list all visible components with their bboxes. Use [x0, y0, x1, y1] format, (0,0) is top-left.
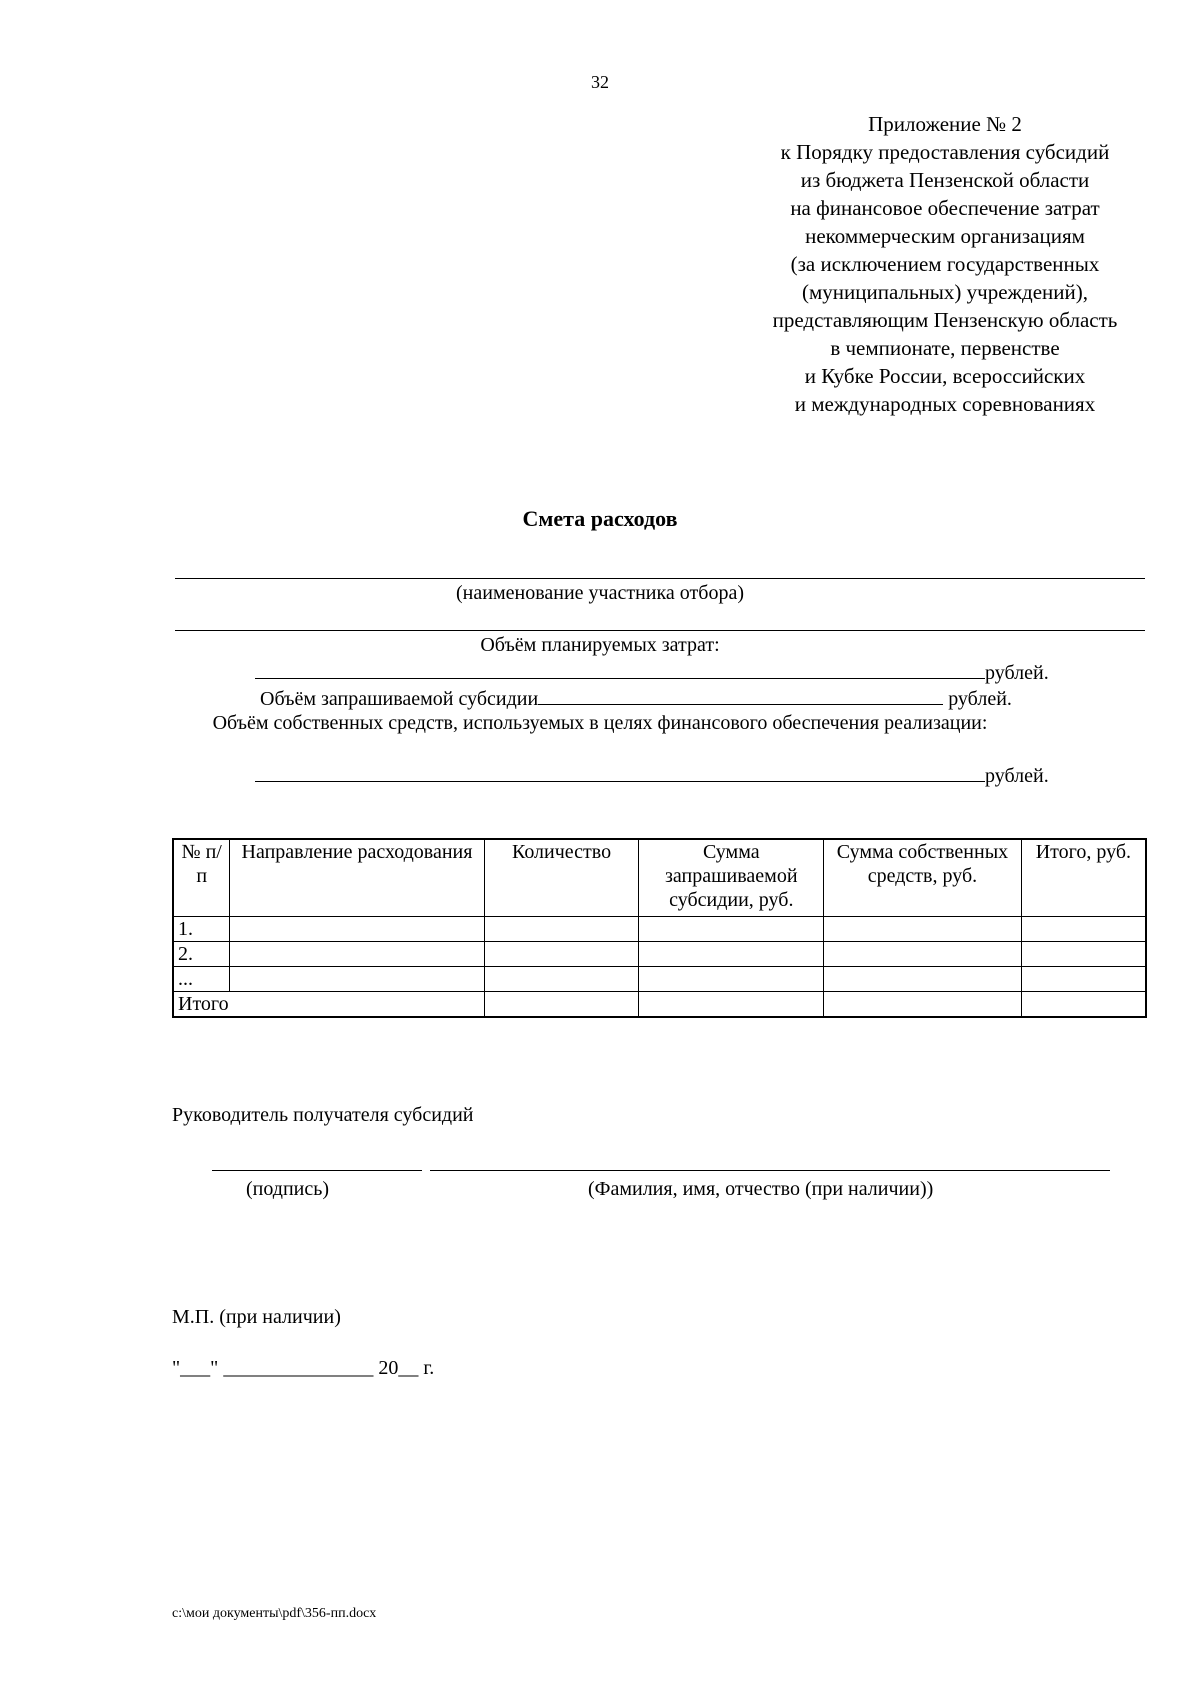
- appendix-line: на финансовое обеспечение затрат: [790, 196, 1100, 220]
- rubles-label: рублей.: [948, 688, 1012, 710]
- own-funds-label: Объём собственных средств, используемых в целях финансового обеспечения реализации:: [212, 712, 988, 734]
- col-header-number: № п/п: [173, 839, 230, 917]
- own-funds-blank: [255, 763, 985, 782]
- appendix-line: к Порядку предоставления субсидий: [780, 140, 1110, 164]
- table-cell[interactable]: [1021, 992, 1146, 1018]
- row-number: ...: [173, 967, 230, 992]
- table-cell[interactable]: [484, 967, 639, 992]
- head-of-recipient-label: Руководитель получателя субсидий: [172, 1104, 474, 1126]
- table-cell[interactable]: [824, 942, 1022, 967]
- file-path-footer: c:\мои документы\pdf\356-пп.docx: [172, 1606, 377, 1621]
- table-cell[interactable]: [230, 942, 484, 967]
- appendix-line: Приложение № 2: [868, 112, 1022, 136]
- appendix-line: и международных соревнованиях: [794, 392, 1096, 416]
- requested-subsidy-blank: [538, 686, 943, 705]
- col-header-subsidy-sum: Сумма запрашиваемой субсидии, руб.: [639, 839, 824, 917]
- table-cell[interactable]: [1021, 967, 1146, 992]
- appendix-line: (за исключением государственных: [790, 252, 1100, 276]
- appendix-line: и Кубке России, всероссийских: [804, 364, 1086, 388]
- table-row: [173, 917, 1146, 942]
- appendix-line: представляющим Пензенскую область: [772, 308, 1118, 332]
- participant-caption: (наименование участника отбора): [456, 582, 744, 604]
- stamp-label: М.П. (при наличии): [172, 1306, 341, 1328]
- table-cell[interactable]: [639, 967, 824, 992]
- table-row: [173, 942, 1146, 967]
- appendix-line: из бюджета Пензенской области: [800, 168, 1090, 192]
- table-cell[interactable]: [484, 942, 639, 967]
- table-cell[interactable]: [824, 967, 1022, 992]
- total-label: Итого: [173, 992, 484, 1018]
- rubles-label: рублей.: [985, 662, 1049, 684]
- document-title: Смета расходов: [522, 506, 678, 531]
- second-blank-line: [175, 630, 1145, 631]
- table-cell[interactable]: [639, 942, 824, 967]
- requested-subsidy-label: Объём запрашиваемой субсидии: [260, 688, 539, 710]
- table-cell[interactable]: [639, 992, 824, 1018]
- col-header-quantity: Количество: [484, 839, 639, 917]
- table-cell[interactable]: [230, 917, 484, 942]
- appendix-header: [700, 110, 1190, 418]
- col-header-total: Итого, руб.: [1021, 839, 1146, 917]
- signature-caption: (подпись): [246, 1178, 330, 1200]
- row-number: 2.: [173, 942, 230, 967]
- row-number: 1.: [173, 917, 230, 942]
- table-cell[interactable]: [1021, 942, 1146, 967]
- table-total-row: [173, 992, 1146, 1018]
- table-cell[interactable]: [639, 917, 824, 942]
- participant-name-line: [175, 578, 1145, 579]
- appendix-line: (муниципальных) учреждений),: [802, 280, 1088, 304]
- col-header-direction: Направление расходования: [230, 839, 484, 917]
- appendix-line: в чемпионате, первенстве: [830, 336, 1060, 360]
- appendix-line: некоммерческим организациям: [805, 224, 1085, 248]
- col-header-own-funds-sum: Сумма собственных средств, руб.: [824, 839, 1022, 917]
- table-cell[interactable]: [1021, 917, 1146, 942]
- table-header-row: [173, 839, 1146, 917]
- date-line: "___" _______________ 20__ г.: [172, 1357, 435, 1379]
- estimate-table: [172, 838, 1147, 1018]
- table-cell[interactable]: [230, 967, 484, 992]
- planned-costs-label: Объём планируемых затрат:: [480, 634, 720, 656]
- table-cell[interactable]: [824, 917, 1022, 942]
- requested-subsidy-line: [260, 686, 1012, 711]
- full-name-line: [430, 1170, 1110, 1171]
- planned-costs-blank: [255, 660, 985, 679]
- page-number: 32: [591, 72, 609, 92]
- planned-costs-line: [255, 660, 1049, 685]
- table-row: [173, 967, 1146, 992]
- full-name-caption: (Фамилия, имя, отчество (при наличии)): [588, 1178, 934, 1200]
- own-funds-line: [255, 763, 1049, 788]
- table-cell[interactable]: [484, 992, 639, 1018]
- table-cell[interactable]: [824, 992, 1022, 1018]
- signature-line: [212, 1170, 422, 1171]
- table-cell[interactable]: [484, 917, 639, 942]
- rubles-label: рублей.: [985, 765, 1049, 787]
